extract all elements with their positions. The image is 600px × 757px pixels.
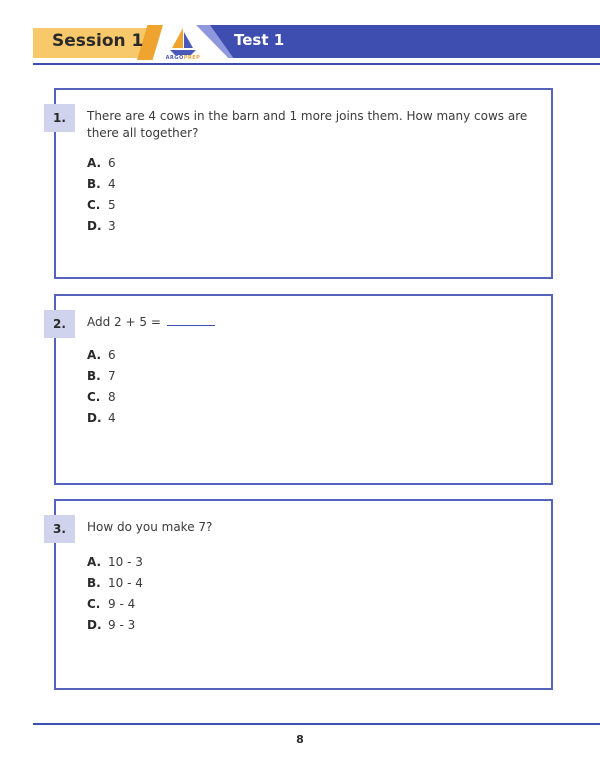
answer-option-d[interactable]: D. 4 xyxy=(87,411,116,425)
question-card-3 xyxy=(54,499,553,690)
footer-divider xyxy=(33,723,600,725)
session-label: Session 1 xyxy=(52,31,144,51)
header-divider xyxy=(33,63,600,65)
answer-option-b[interactable]: B. 4 xyxy=(87,177,116,191)
answer-options xyxy=(87,345,116,429)
answer-option-a[interactable]: A. 10 - 3 xyxy=(87,555,143,569)
answer-option-c[interactable]: C. 5 xyxy=(87,198,116,212)
logo-wordmark: ARGOPREP xyxy=(165,55,201,61)
question-card-2 xyxy=(54,294,553,485)
question-number-badge: 1. xyxy=(44,104,75,132)
answer-option-d[interactable]: D. 3 xyxy=(87,219,116,233)
page-number: 8 xyxy=(296,733,304,746)
answer-options xyxy=(87,153,116,237)
answer-option-a[interactable]: A. 6 xyxy=(87,156,116,170)
question-number-badge: 3. xyxy=(44,515,75,543)
test-label: Test 1 xyxy=(234,31,285,49)
answer-option-c[interactable]: C. 8 xyxy=(87,390,116,404)
answer-options xyxy=(87,552,143,636)
answer-option-a[interactable]: A. 6 xyxy=(87,348,116,362)
question-text: Add 2 + 5 = xyxy=(87,314,547,331)
page-header xyxy=(0,0,600,70)
question-card-1 xyxy=(54,88,553,279)
question-number-badge: 2. xyxy=(44,310,75,338)
answer-option-b[interactable]: B. 10 - 4 xyxy=(87,576,143,590)
answer-blank[interactable] xyxy=(167,315,215,326)
answer-option-c[interactable]: C. 9 - 4 xyxy=(87,597,136,611)
answer-option-b[interactable]: B. 7 xyxy=(87,369,116,383)
question-text: There are 4 cows in the barn and 1 more joins them. How many cows are there all together? xyxy=(87,109,528,140)
question-text: How do you make 7? xyxy=(87,520,213,534)
answer-option-d[interactable]: D. 9 - 3 xyxy=(87,618,136,632)
